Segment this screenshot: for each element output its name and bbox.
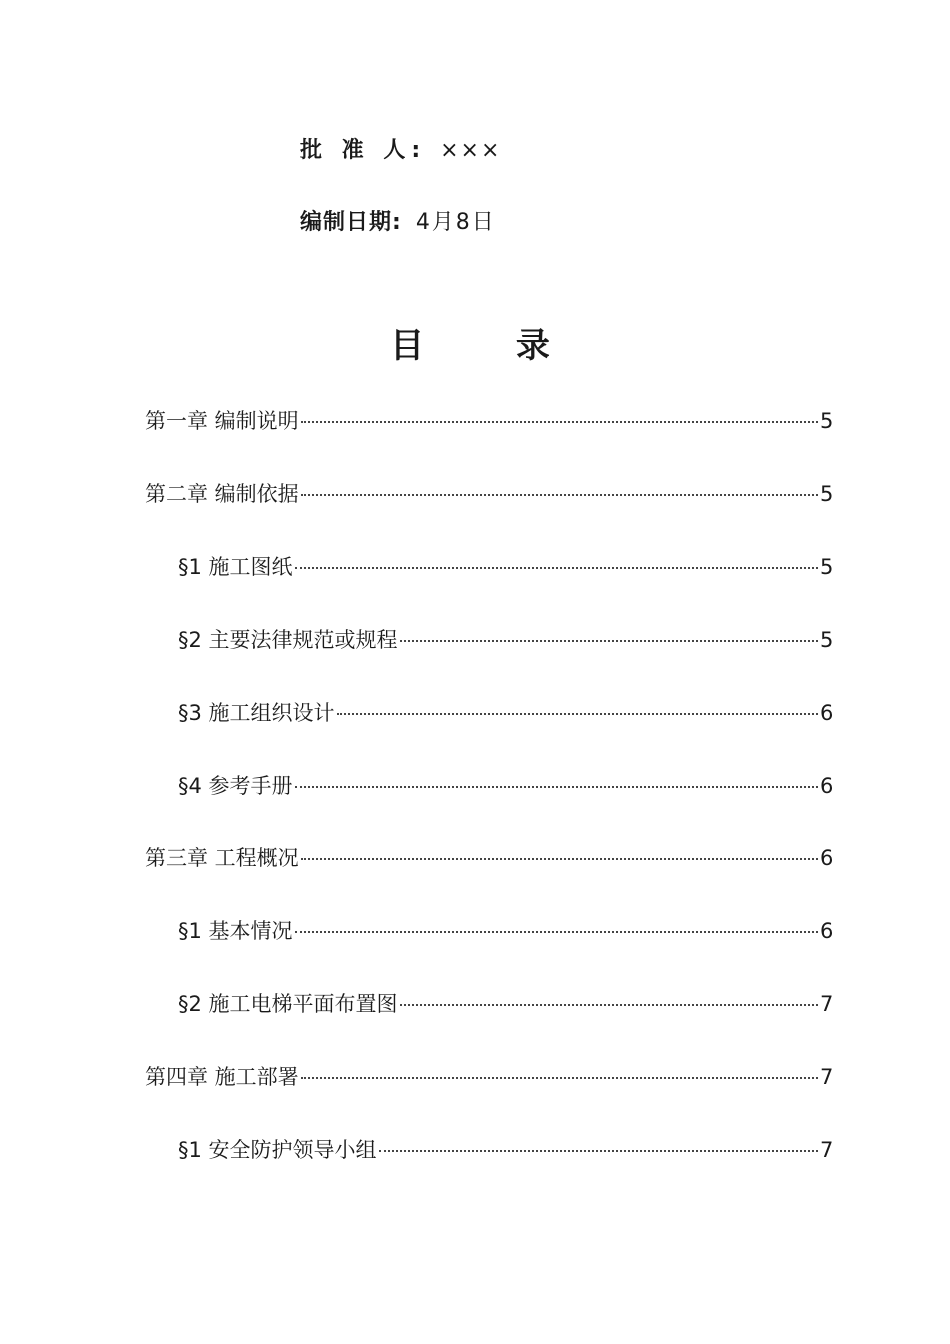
toc-entry-page: 6 [820,919,834,943]
toc-entry-page: 5 [820,555,834,579]
toc-entry[interactable] [178,625,832,655]
toc-entry-page: 5 [820,482,834,506]
toc-entry-page: 5 [820,409,834,433]
toc-entry[interactable] [178,771,832,801]
toc-dot-leader [295,931,818,933]
toc-dot-leader [295,786,818,788]
toc-entry[interactable] [178,1135,832,1165]
toc-entry-text: §4 参考手册 [178,774,293,798]
toc-entry[interactable] [145,479,832,509]
toc-entry-page: 7 [820,1065,834,1089]
toc-entry-text: §2 主要法律规范或规程 [178,628,398,652]
compile-date-label: 编制日期: [300,210,402,235]
compile-date-line [300,208,496,238]
toc-dot-leader [301,858,818,860]
toc-entry[interactable] [145,1062,832,1092]
toc-entry[interactable] [145,843,832,873]
toc-entry-text: §1 安全防护领导小组 [178,1138,377,1162]
toc-entry-text: 第三章 工程概况 [145,846,299,870]
toc-entry-text: §1 施工图纸 [178,555,293,579]
toc-entry-text: 第二章 编制依据 [145,482,299,506]
approver-line [300,136,501,166]
toc-entry-text: §1 基本情况 [178,919,293,943]
toc-entry[interactable] [178,698,832,728]
toc-dot-leader [301,1077,818,1079]
toc-entry-text: §3 施工组织设计 [178,701,335,725]
toc-entry-text: §2 施工电梯平面布置图 [178,992,398,1016]
toc-entry-page: 6 [820,701,834,725]
toc-dot-leader [295,567,818,569]
toc-entry-page: 6 [820,846,834,870]
toc-entry-page: 7 [820,992,834,1016]
toc-entry[interactable] [178,552,832,582]
toc-dot-leader [379,1150,818,1152]
toc-entry[interactable] [145,406,832,436]
toc-entry-page: 5 [820,628,834,652]
compile-date-value: 4月8日 [415,210,496,235]
toc-entry-page: 6 [820,774,834,798]
toc-dot-leader [301,494,818,496]
toc-dot-leader [337,713,818,715]
toc-entry-text: 第四章 施工部署 [145,1065,299,1089]
toc-title: 目 录 [390,326,590,366]
toc-dot-leader [400,1004,818,1006]
toc-entry-text: 第一章 编制说明 [145,409,299,433]
approver-label: 批 准 人: [300,138,427,163]
approver-value: ××× [440,138,502,163]
toc-entry[interactable] [178,989,832,1019]
toc-entry[interactable] [178,916,832,946]
toc-dot-leader [301,421,818,423]
toc-dot-leader [400,640,818,642]
toc-entry-page: 7 [820,1138,834,1162]
